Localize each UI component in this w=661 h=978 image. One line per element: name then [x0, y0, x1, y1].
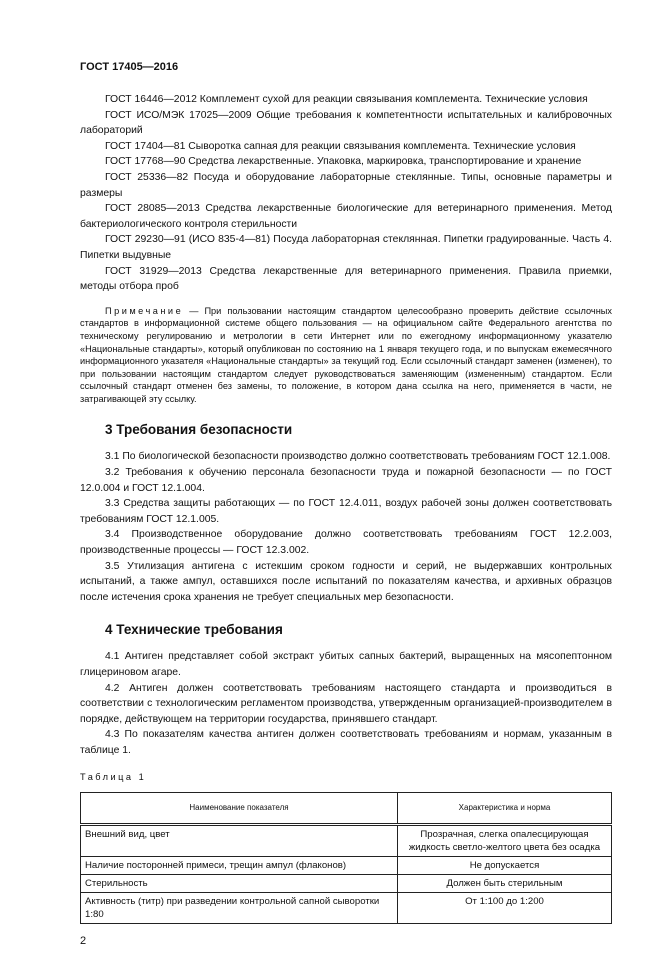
reference-item: ГОСТ 17404—81 Сыворотка сапная для реакции связывания комплемента. Технические условия — [105, 140, 576, 152]
table-row — [81, 824, 612, 856]
table-label: Таблица 1 — [80, 771, 147, 782]
column-header: Характеристика и норма — [397, 792, 611, 824]
table-cell: Внешний вид, цвет — [81, 824, 398, 856]
table-row — [81, 892, 612, 923]
note-text: — При пользовании настоящим стандартом целесообразно проверить действие ссылочных стандартов в информационной системе общего пользования — на официальном сайте Федерального агентства по техническому регулированию и метрологии в сети Интернет или по ежегодному информационному указателю «Национальные стандарты», который опубликован по состоянию на 1 января текущего года, и по выпускам ежемесячного информационного указателя «Национальные стандарты» за текущий год. Если ссылочный стандарт заменен (изменен), то при пользовании настоящим стандартом следует руководствоваться заменяющим (измененным) стандартом. Если ссылочный стандарт отменен без замены, то положение, в котором дана ссылка на него, применяется в части, не затрагивающей эту ссылку. — [80, 305, 612, 404]
paragraph: 3.2 Требования к обучению персонала безопасности труда и пожарной безопасности — по ГОСТ 12.0.004 и ГОСТ 12.1.004. — [80, 467, 612, 494]
reference-item: ГОСТ 31929—2013 Средства лекарственные для ветеринарного применения. Правила приемки, методы отбора проб — [80, 265, 612, 293]
reference-item: ГОСТ 25336—82 Посуда и оборудование лабораторные стеклянные. Типы, основные параметры и размеры — [80, 171, 612, 199]
document-page — [80, 0, 612, 978]
paragraph: 4.2 Антиген должен соответствовать требованиям настоящего стандарта и производиться в соответствии с технологическим регламентом производства, утвержденным организацией-производителем в порядке, действующем на территории государства, принявшего стандарт. — [80, 682, 612, 725]
paragraph: 4.1 Антиген представляет собой экстракт убитых сапных бактерий, выращенных на мясопептонном глицериновом агаре. — [80, 651, 612, 678]
table-cell: Стерильность — [81, 874, 398, 892]
table-cell: Должен быть стерильным — [397, 874, 611, 892]
column-header: Наименование показателя — [81, 792, 398, 824]
reference-item: ГОСТ 16446—2012 Комплемент сухой для реакции связывания комплемента. Технические условия — [105, 94, 588, 105]
reference-item: ГОСТ ИСО/МЭК 17025—2009 Общие требования к компетентности испытательных и калибровочных лабораторий — [80, 109, 612, 137]
paragraph: 3.4 Производственное оборудование должно соответствовать требованиям ГОСТ 12.2.003, производственные процессы — ГОСТ 12.3.002. — [80, 529, 612, 557]
section-4 — [80, 621, 612, 758]
note-label: Примечание — [105, 305, 184, 316]
table-row — [81, 856, 612, 874]
note — [80, 305, 612, 406]
section-heading: 4 Технические требования — [105, 622, 283, 638]
table-header-row — [81, 792, 612, 824]
document-header: ГОСТ 17405—2016 — [80, 61, 179, 73]
page-number: 2 — [80, 934, 87, 947]
section-3 — [80, 421, 612, 605]
table-cell: Наличие посторонней примеси, трещин ампул (флаконов) — [81, 856, 398, 874]
table-row — [81, 874, 612, 892]
paragraph: 3.3 Средства защиты работающих — по ГОСТ 12.4.011, воздух рабочей зоны должен соответствовать требованиям ГОСТ 12.1.005. — [80, 498, 612, 525]
reference-item: ГОСТ 17768—90 Средства лекарственные. Упаковка, маркировка, транспортирование и хранение — [105, 156, 582, 168]
paragraph: 3.1 По биологической безопасности производство должно соответствовать требованиям ГОСТ 12.1.008. — [105, 451, 611, 463]
normative-references — [80, 92, 612, 295]
section-heading: 3 Требования безопасности — [105, 422, 293, 438]
paragraph: 3.5 Утилизация антигена с истекшим сроком годности и серий, не выдержавших контрольных испытаний, а также ампул, оставшихся после испытаний по показателям качества, и архивных образцов после истечения срока хранения не требует специальных мер безопасности. — [80, 560, 612, 603]
table-cell: От 1:100 до 1:200 — [397, 892, 611, 923]
table-cell: Не допускается — [397, 856, 611, 874]
paragraph: 4.3 По показателям качества антиген должен соответствовать требованиям и нормам, указанным в таблице 1. — [80, 729, 612, 756]
table-cell: Активность (титр) при разведении контрольной сапной сыворотки 1:80 — [81, 892, 398, 923]
reference-item: ГОСТ 28085—2013 Средства лекарственные биологические для ветеринарного применения. Метод бактериологического контроля стерильности — [80, 203, 612, 230]
reference-item: ГОСТ 29230—91 (ИСО 835-4—81) Посуда лабораторная стеклянная. Пипетки градуированные. Часть 4. Пипетки выдувные — [80, 234, 612, 261]
table-cell: Прозрачная, слегка опалесцирующая жидкость светло-желтого цвета без осадка — [397, 824, 611, 856]
table-1 — [80, 792, 612, 924]
